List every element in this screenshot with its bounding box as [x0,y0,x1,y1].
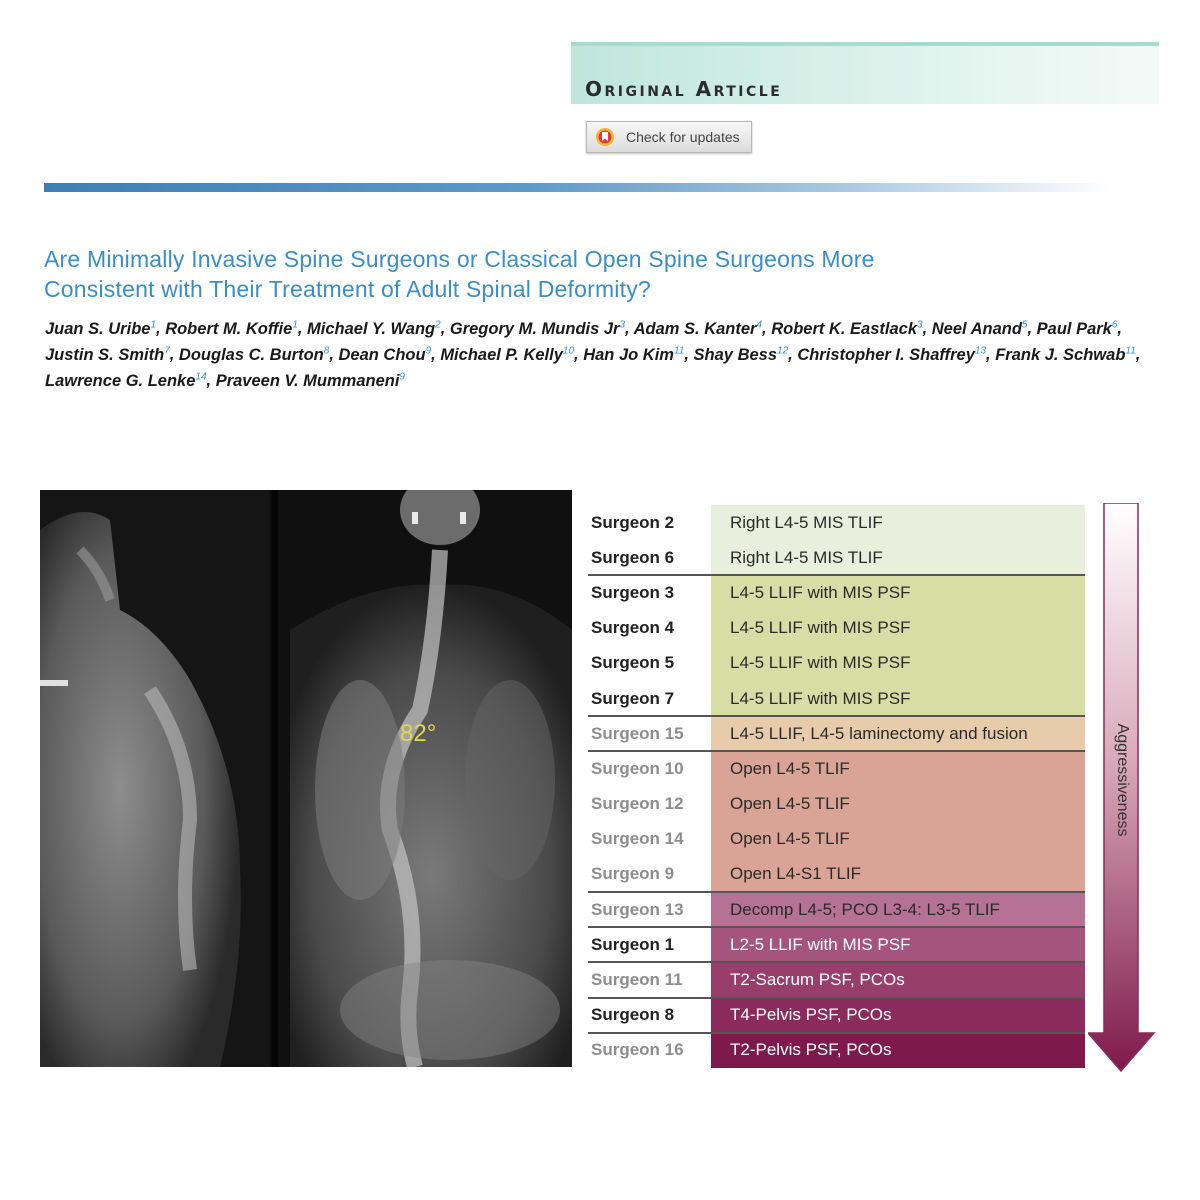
procedure-row [588,505,1088,540]
author [694,346,789,364]
aggressiveness-label: Aggressiveness [1114,723,1131,837]
author-affiliation: 9 [399,371,405,382]
procedure-row [588,575,1088,610]
procedure-row [588,857,1088,892]
author [771,320,922,338]
group-separator [588,574,1085,576]
author [307,320,441,338]
procedure-cell: L4-5 LLIF, L4-5 laminectomy and fusion [711,716,1085,751]
author [179,346,329,364]
procedure-row [588,892,1088,927]
group-separator [588,1032,1085,1034]
author-name: Lawrence G. Lenke [45,371,196,390]
author-name: Adam S. Kanter [633,319,757,338]
author-name: Robert K. Eastlack [771,319,918,338]
header-divider [44,183,1114,192]
procedure-cell: L4-5 LLIF with MIS PSF [711,681,1085,716]
group-separator [588,997,1085,999]
author [165,320,298,338]
author [45,320,156,338]
surgeon-label: Surgeon 13 [591,899,684,919]
author-affiliation: 7 [164,345,170,356]
author [45,346,170,364]
author-name: Christopher I. Shaffrey [797,345,975,364]
surgeon-label: Surgeon 16 [591,1040,684,1060]
article-title [44,244,1134,304]
author-name: Michael P. Kelly [440,345,563,364]
author-affiliation: 9 [425,345,432,356]
group-separator [588,750,1085,752]
author-name: Shay Bess [693,345,778,364]
author-name: Frank J. Schwab [995,345,1126,364]
xray-image [40,490,572,1067]
curve-angle-label: 82° [400,720,437,747]
procedure-cell: L4-5 LLIF with MIS PSF [711,575,1085,610]
author-affiliation: 10 [562,345,575,356]
procedure-cell: T2-Pelvis PSF, PCOs [711,1033,1085,1068]
surgeon-label: Surgeon 4 [591,618,675,638]
author-name: Michael Y. Wang [307,319,436,338]
procedure-cell: Open L4-5 TLIF [711,822,1085,857]
author [440,346,574,364]
procedure-row [588,540,1088,575]
author-list: Juan S. Uribe$^1$, Robert M. Koffie$^1$, Michael Y. Wang$^2$, Gregory M. Mundis Jr$^3$, Adam S. Kanter$^4$, Robert K. Eastlack$^3$, Neel Anand$^5$, Paul Park$^6$, Justin S. Smith$^7$, Douglas C. Burton$^8$, Dean Chou$^9$, Michael P. Kelly$^{10}$, Han Jo Kim$^{11}$, Shay Bess$^{12}$, Christopher I. Shaffrey$^{13}$, Frank J. Schwab$^{11}$, Lawrence G. Lenke$^{14}$, Praveen V. Mummaneni$^9$ [45,319,1141,390]
article-type-label: Original Article [585,77,783,101]
procedure-row [588,716,1088,751]
procedure-cell: Right L4-5 MIS TLIF [711,540,1085,575]
author [995,346,1136,364]
procedure-row [588,787,1088,822]
surgeon-label: Surgeon 14 [591,829,684,849]
author [450,320,625,338]
group-separator [588,961,1085,963]
procedure-cell: L4-5 LLIF with MIS PSF [711,611,1085,646]
author-affiliation: 3 [619,319,626,330]
procedure-row [588,962,1088,997]
author-affiliation: 11 [673,345,685,356]
procedure-row [588,611,1088,646]
procedure-row [588,646,1088,681]
author [583,346,684,364]
procedure-cell: Open L4-5 TLIF [711,751,1085,786]
procedure-row [588,822,1088,857]
author-name: Han Jo Kim [583,345,674,364]
procedure-cell: L2-5 LLIF with MIS PSF [711,927,1085,962]
author-name: Neel Anand [931,319,1022,338]
surgeon-label: Surgeon 3 [591,582,675,602]
crossmark-icon [595,127,615,147]
surgeon-label: Surgeon 11 [591,970,683,990]
procedure-row [588,927,1088,962]
procedure-cell: T4-Pelvis PSF, PCOs [711,998,1085,1033]
author [1037,320,1118,338]
author-affiliation: 6 [1111,319,1118,330]
author-affiliation: 3 [917,319,923,330]
surgeon-label: Surgeon 8 [591,1005,675,1025]
procedure-cell: Decomp L4-5; PCO L3-4: L3-5 TLIF [711,892,1085,927]
article-title-line-1: Are Minimally Invasive Spine Surgeons or Classical Open Spine Surgeons More [44,246,875,272]
author [338,346,431,364]
group-separator [588,891,1085,893]
check-for-updates-label: Check for updates [626,129,740,145]
procedure-cell: Open L4-S1 TLIF [711,857,1085,892]
author [216,372,405,390]
surgeon-label: Surgeon 7 [591,688,675,708]
author [932,320,1028,338]
surgeon-label: Surgeon 9 [591,864,675,884]
surgeon-label: Surgeon 1 [591,934,675,954]
author-affiliation: 8 [323,345,330,356]
author-affiliation: 5 [1021,319,1028,330]
author-affiliation: 4 [756,319,763,330]
procedure-cell: L4-5 LLIF with MIS PSF [711,646,1085,681]
surgeon-label: Surgeon 6 [591,547,675,567]
author-name: Juan S. Uribe [45,319,151,338]
author-name: Paul Park [1036,319,1112,338]
author-name: Justin S. Smith [45,345,165,364]
surgeon-label: Surgeon 15 [591,723,684,743]
author-affiliation: 1 [150,319,157,330]
author [634,320,762,338]
author-affiliation: 11 [1125,345,1136,356]
procedure-cell: T2-Sacrum PSF, PCOs [711,962,1085,997]
author-name: Robert M. Koffie [165,319,293,338]
procedure-row [588,998,1088,1033]
group-separator [588,715,1085,717]
group-separator [588,926,1085,928]
procedure-row [588,1033,1088,1068]
procedure-table [588,505,1088,1068]
surgeon-label: Surgeon 12 [591,794,684,814]
check-for-updates-button[interactable] [586,121,752,153]
author-name: Praveen V. Mummaneni [215,371,400,390]
author-affiliation: 2 [435,319,441,330]
surgeon-label: Surgeon 2 [591,512,675,532]
author-affiliation: 1 [292,319,298,330]
author [45,372,207,390]
surgeon-label: Surgeon 10 [591,758,684,778]
article-title-line-2: Consistent with Their Treatment of Adult Spinal Deformity? [44,276,651,302]
procedure-cell: Right L4-5 MIS TLIF [711,505,1085,540]
procedure-cell: Open L4-5 TLIF [711,787,1085,822]
author-name: Gregory M. Mundis Jr [449,319,620,338]
author-name: Dean Chou [338,345,426,364]
procedure-row [588,681,1088,716]
author-name: Douglas C. Burton [178,345,324,364]
article-type-banner [571,42,1159,104]
procedure-row [588,751,1088,786]
author [797,346,986,364]
author-affiliation: 13 [974,345,987,356]
author-affiliation: 14 [195,371,207,382]
author-affiliation: 12 [777,345,789,356]
surgeon-label: Surgeon 5 [591,653,675,673]
